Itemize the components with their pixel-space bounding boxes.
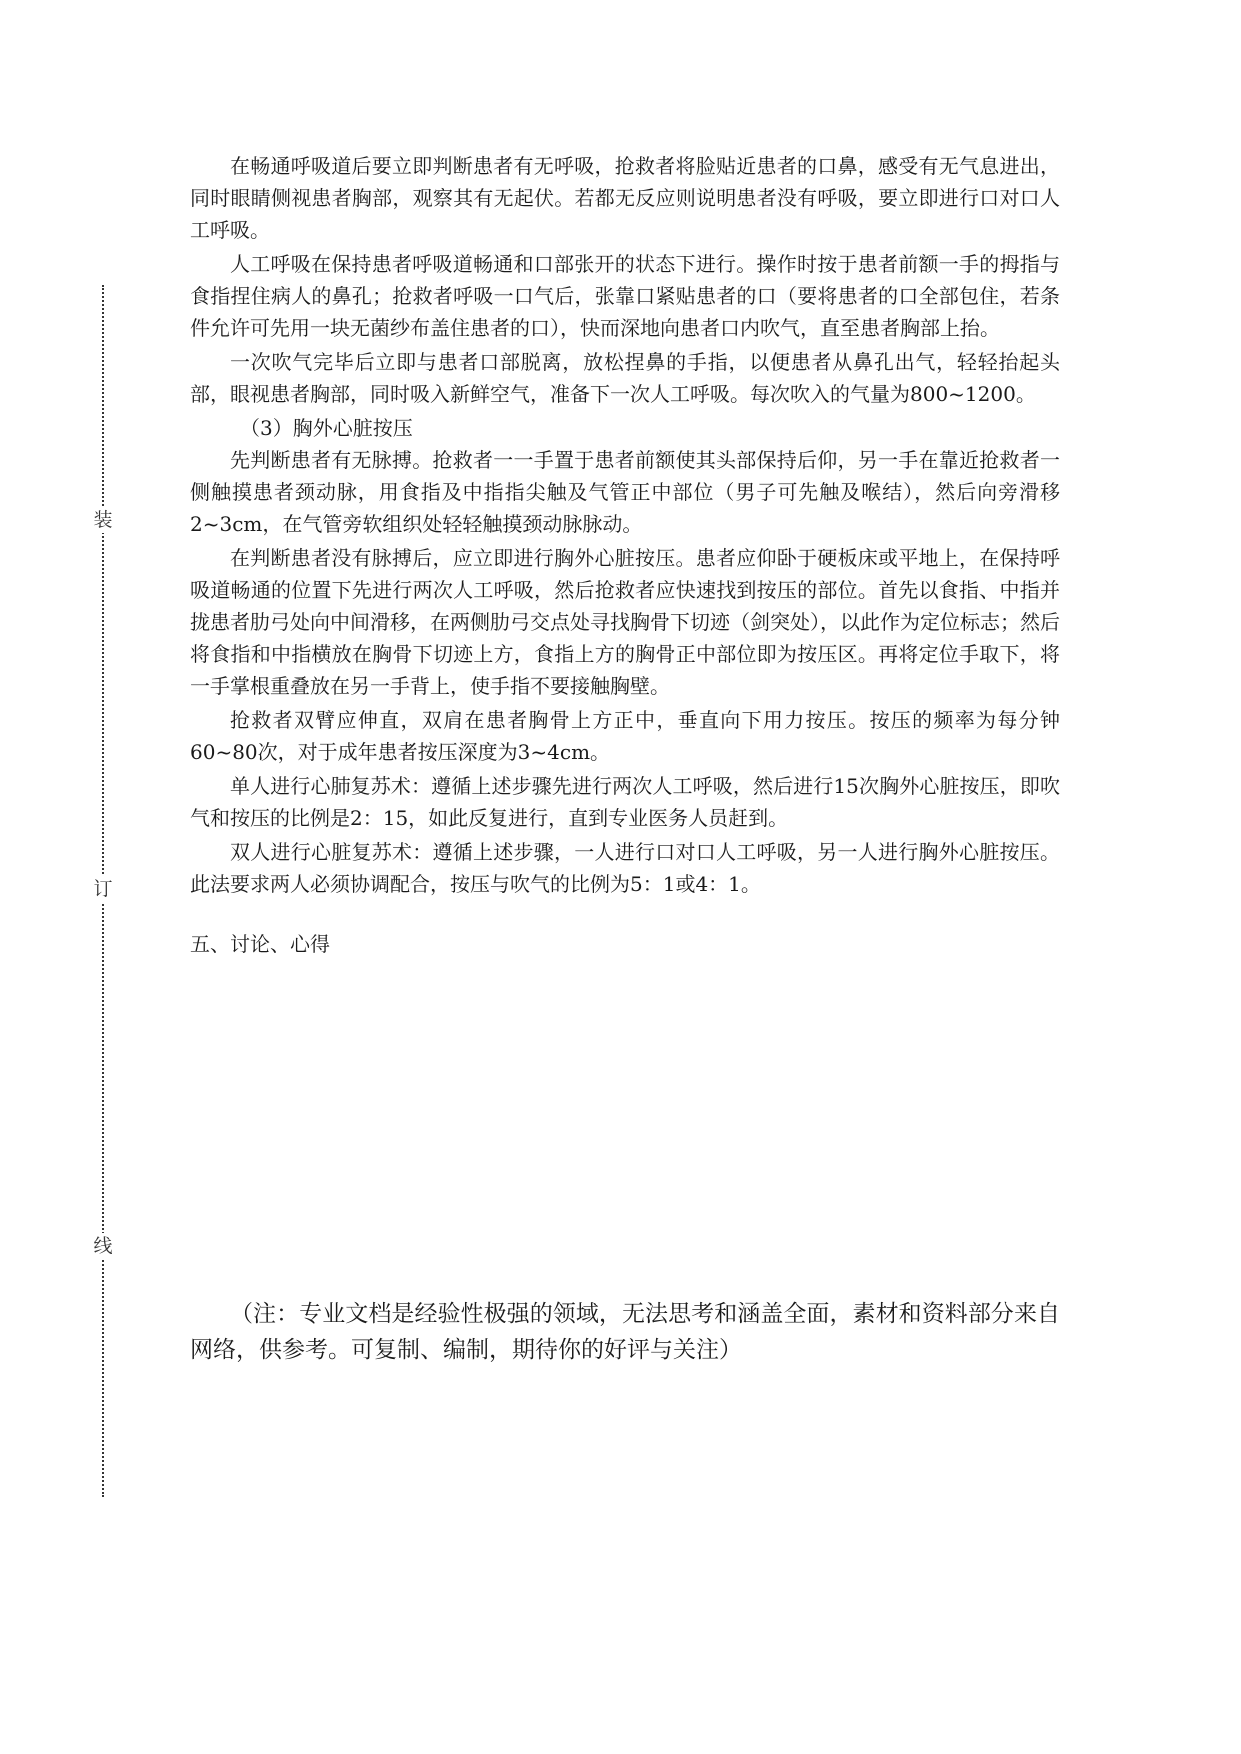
paragraph-compression-method: 抢救者双臂应伸直，双肩在患者胸骨上方正中，垂直向下用力按压。按压的频率为每分钟60~80次，对于成年患者按压深度为3~4cm。 [190,708,1060,764]
paragraph-after-blowing: 一次吹气完毕后立即与患者口部脱离，放松捏鼻的手指，以便患者从鼻孔出气，轻轻抬起头部，眼视患者胸部，同时吸入新鲜空气，准备下一次人工呼吸。每次吹入的气量为800~1200。 [190,350,1060,406]
paragraph-two-rescuer-cpr: 双人进行心脏复苏术：遵循上述步骤，一人进行口对口人工呼吸，另一人进行胸外心脏按压。此法要求两人必须协调配合，按压与吹气的比例为5：1或4：1。 [190,840,1060,896]
paragraph-artificial-respiration: 人工呼吸在保持患者呼吸道畅通和口部张开的状态下进行。操作时按于患者前额一手的拇指与食指捏住病人的鼻孔；抢救者呼吸一口气后，张靠口紧贴患者的口（要将患者的口全部包住，若条件允许可先用一块无菌纱布盖住患者的口），快而深地向患者口内吹气，直至患者胸部上抬。 [190,252,1060,340]
section-heading-discussion: 五、讨论、心得 [190,932,330,956]
subheading-chest-compression: （3）胸外心脏按压 [240,416,413,440]
paragraph-check-pulse: 先判断患者有无脉搏。抢救者一一手置于患者前额使其头部保持后仰，另一手在靠近抢救者一侧触摸患者颈动脉，用食指及中指指尖触及气管正中部位（男子可先触及喉结），然后向旁滑移2~3cm，在气管旁软组织处轻轻触摸颈动脉脉动。 [190,448,1060,536]
binding-label-ding: 订 [90,876,116,902]
document-body [190,150,1060,960]
binding-label-zhuang: 装 [90,507,116,533]
paragraph-check-breathing: 在畅通呼吸道后要立即判断患者有无呼吸，抢救者将脸贴近患者的口鼻，感受有无气息进出，同时眼睛侧视患者胸部，观察其有无起伏。若都无反应则说明患者没有呼吸，要立即进行口对口人工呼吸。 [190,154,1060,242]
paragraph-compression-position: 在判断患者没有脉搏后，应立即进行胸外心脏按压。患者应仰卧于硬板床或平地上，在保持呼吸道畅通的位置下先进行两次人工呼吸，然后抢救者应快速找到按压的部位。首先以食指、中指并拢患者肋弓处向中间滑移，在两侧肋弓交点处寻找胸骨下切迹（剑突处），以此作为定位标志；然后将食指和中指横放在胸骨下切迹上方，食指上方的胸骨正中部位即为按压区。再将定位手取下，将一手掌根重叠放在另一手背上，使手指不要接触胸壁。 [190,546,1060,698]
paragraph-single-rescuer-cpr: 单人进行心肺复苏术：遵循上述步骤先进行两次人工呼吸，然后进行15次胸外心脏按压，即吹气和按压的比例是2：15，如此反复进行，直到专业医务人员赶到。 [190,774,1060,830]
binding-label-xian: 线 [90,1233,116,1259]
footer-note: （注：专业文档是经验性极强的领域，无法思考和涵盖全面，素材和资料部分来自网络，供参考。可复制、编制，期待你的好评与关注） [190,1301,1060,1363]
